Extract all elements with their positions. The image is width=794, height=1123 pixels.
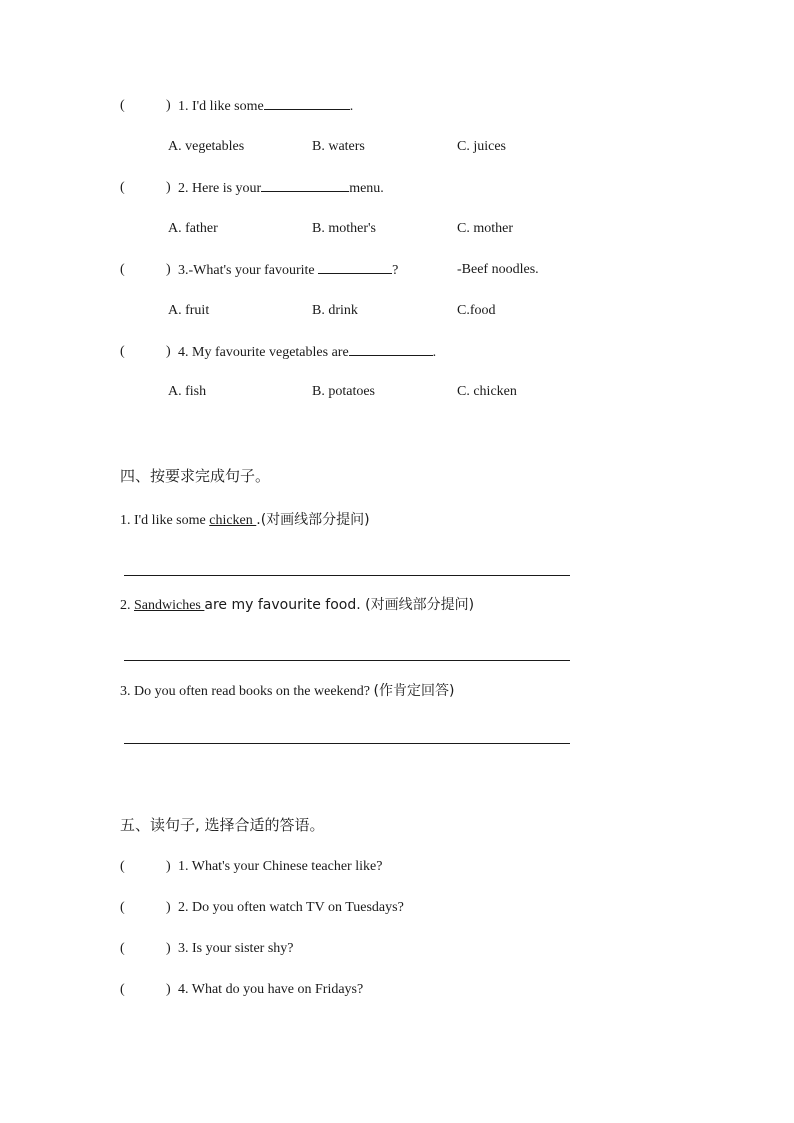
answer-paren-open: ( bbox=[120, 98, 125, 113]
answer-paren-open: ( bbox=[120, 900, 125, 915]
answer-paren-close: ) bbox=[166, 982, 171, 997]
answer-paren-open: ( bbox=[120, 180, 125, 195]
question-number: 2. bbox=[178, 181, 189, 196]
question-number: 1. bbox=[178, 99, 189, 114]
option-b[interactable]: B. drink bbox=[312, 303, 358, 318]
question-text: 4. What do you have on Fridays? bbox=[178, 982, 364, 997]
answer-line[interactable] bbox=[124, 660, 570, 661]
question-after: ? bbox=[392, 263, 399, 278]
option-b[interactable]: B. potatoes bbox=[312, 384, 375, 399]
answer-paren-open: ( bbox=[120, 344, 125, 359]
question-number: 3. bbox=[178, 263, 189, 278]
question-before: -What's your favourite bbox=[188, 263, 319, 278]
question-after: . bbox=[349, 99, 354, 114]
option-a[interactable]: A. fish bbox=[168, 384, 207, 399]
underlined-phrase: Sandwiches bbox=[134, 598, 205, 613]
sentence-prefix: 1. I'd like some bbox=[120, 513, 210, 528]
dialogue-reply: -Beef noodles. bbox=[457, 262, 539, 277]
option-a[interactable]: A. father bbox=[168, 221, 218, 236]
underlined-phrase: chicken bbox=[209, 513, 257, 528]
option-b[interactable]: B. mother's bbox=[312, 221, 376, 236]
option-a[interactable]: A. fruit bbox=[168, 303, 210, 318]
question-after: . bbox=[432, 345, 437, 360]
question-before: I'd like some bbox=[192, 99, 264, 114]
section-five-title: 五、读句子, 选择合适的答语。 bbox=[120, 816, 325, 834]
fill-blank[interactable] bbox=[264, 97, 350, 110]
question-text bbox=[178, 179, 384, 198]
answer-paren-close: ) bbox=[166, 900, 171, 915]
rewrite-sentence bbox=[120, 511, 370, 530]
question-before: My favourite vegetables are bbox=[192, 345, 349, 360]
option-c[interactable]: C. chicken bbox=[457, 384, 517, 399]
answer-paren-open: ( bbox=[120, 982, 125, 997]
option-a[interactable]: A. vegetables bbox=[168, 139, 245, 154]
answer-paren-open: ( bbox=[120, 262, 125, 277]
rewrite-sentence bbox=[120, 682, 454, 701]
answer-line[interactable] bbox=[124, 575, 570, 576]
rewrite-sentence bbox=[120, 596, 474, 615]
instruction-suffix: are my favourite food. (对画线部分提问) bbox=[204, 597, 475, 613]
question-before: Here is your bbox=[192, 181, 262, 196]
question-number: 4. bbox=[178, 345, 189, 360]
answer-paren-close: ) bbox=[166, 941, 171, 956]
answer-paren-open: ( bbox=[120, 859, 125, 874]
instruction-suffix: (作肯定回答) bbox=[373, 683, 455, 699]
answer-paren-close: ) bbox=[166, 859, 171, 874]
question-text bbox=[178, 97, 353, 116]
question-text: 1. What's your Chinese teacher like? bbox=[178, 859, 383, 874]
answer-paren-close: ) bbox=[166, 180, 171, 195]
question-text bbox=[178, 261, 398, 280]
question-text: 2. Do you often watch TV on Tuesdays? bbox=[178, 900, 404, 915]
answer-paren-close: ) bbox=[166, 98, 171, 113]
fill-blank[interactable] bbox=[318, 261, 392, 274]
fill-blank[interactable] bbox=[261, 179, 349, 192]
question-text bbox=[178, 343, 436, 362]
answer-line[interactable] bbox=[124, 743, 570, 744]
question-after: menu. bbox=[349, 181, 384, 196]
section-four-title: 四、按要求完成句子。 bbox=[120, 467, 271, 485]
option-c[interactable]: C. mother bbox=[457, 221, 513, 236]
option-b[interactable]: B. waters bbox=[312, 139, 365, 154]
sentence-prefix: 2. bbox=[120, 598, 134, 613]
sentence-prefix: 3. Do you often read books on the weekend? bbox=[120, 684, 374, 699]
instruction-suffix: .(对画线部分提问) bbox=[256, 512, 370, 528]
question-text: 3. Is your sister shy? bbox=[178, 941, 294, 956]
answer-paren-open: ( bbox=[120, 941, 125, 956]
fill-blank[interactable] bbox=[349, 343, 433, 356]
answer-paren-close: ) bbox=[166, 262, 171, 277]
answer-paren-close: ) bbox=[166, 344, 171, 359]
option-c[interactable]: C.food bbox=[457, 303, 496, 318]
option-c[interactable]: C. juices bbox=[457, 139, 506, 154]
